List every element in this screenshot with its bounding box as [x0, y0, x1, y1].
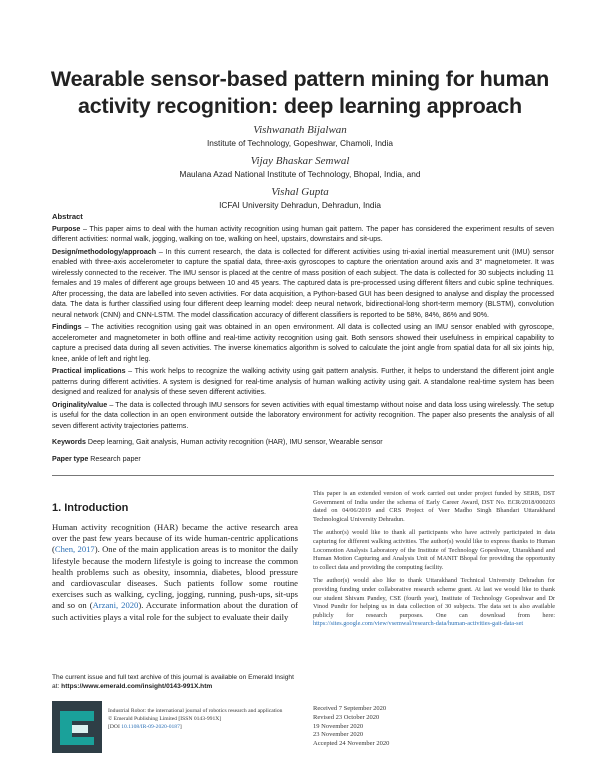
author-name: Vijay Bhaskar Semwal: [250, 155, 350, 167]
journal-name: Industrial Robot: the international journal of robotics research and application: [108, 708, 283, 714]
author-affiliation: Institute of Technology, Gopeshwar, Chamoli, India: [206, 138, 394, 148]
abstract-label: Findings: [52, 323, 82, 331]
dataset-note-text: The author(s) would also like to thank Uttarakhand Technical University Dehradun for providing funding under collaborative research scheme grant. At last we would like to thank our student Shivam Pandey, CSE (fourth year), Institute of Technology Gopeshwar and Dr Vinod Pundir for helping us in data collection of 30 subjects. The data set is also available publicly for research purposes. One can download from here:: [313, 577, 555, 619]
author-name: Vishwanath Bijalwan: [253, 124, 347, 136]
author-block: [40, 123, 560, 216]
journal-archive-note: [52, 673, 298, 691]
publisher-info: [108, 707, 308, 731]
article-history: [313, 705, 555, 749]
introduction-heading: 1. Introduction: [52, 502, 129, 514]
introduction-body: [52, 522, 298, 623]
author-affiliation: ICFAI University Dehradun, Dehradun, India: [219, 200, 381, 210]
abstract-text: – This work helps to recognize the walking activity using gait pattern analysis. Further, it helps to understand the different joint angle patterns during different activities. A system is designed for real-time analysis of human walking activity using gait. A standalone real-time system has been designed and realized for analysis of these seven different activities.: [52, 367, 555, 396]
introduction-paragraph: [52, 522, 298, 623]
abstract-label: Originality/value: [52, 400, 108, 409]
doi-prefix: [DOI: [108, 724, 122, 730]
thanks-note: The author(s) would like to thank all participants who have actively participated in data capturing for different walking activities. The author(s) would like to express thanks to Human Locomotion Analysis Laboratory of the Institute of Technology Gopeshwar, Uttarakhand and Human Motion Capturing and Analysis Unit of MANIT Bhopal for providing the opportunity to collect data and providing the computing facility.: [313, 529, 555, 571]
abstract-heading: Abstract: [52, 212, 83, 221]
keywords: [52, 437, 554, 448]
abstract-design: [52, 247, 554, 321]
author-affiliation: Maulana Azad National Institute of Technology, Bhopal, India, and: [179, 169, 421, 179]
citation-link[interactable]: Arzani, 2020: [92, 600, 139, 611]
intro-text: ). Accurate information about the duration of such activities plays a vital role for the subject to evaluate their daily: [52, 600, 299, 622]
abstract-originality: [52, 400, 554, 432]
intro-text: Human activity recognition (HAR) became the active research area over the past few years because of its wide human-centric applications (: [52, 522, 298, 555]
citation-link[interactable]: Chen, 2017: [54, 544, 95, 555]
history-date: 23 November 2020: [313, 731, 364, 739]
abstract-findings: [52, 322, 554, 364]
dataset-note: [313, 577, 555, 629]
keywords-label: Keywords: [52, 438, 86, 446]
abstract-label: Practical implications: [52, 367, 126, 375]
keywords-text: Deep learning, Gait analysis, Human activity recognition (HAR), IMU sensor, Wearable sensor: [85, 438, 383, 446]
abstract-text: – This paper aims to deal with the human activity recognition using human gait pattern. The paper has considered the experiment results of seven different activities: normal walk, jogging, walking on toe, walking on heel, upstairs, downstairs and sit-ups.: [52, 224, 554, 243]
author-name: Vishal Gupta: [271, 186, 329, 198]
abstract-label: Design/methodology/approach: [52, 247, 157, 256]
history-date: Received 7 September 2020: [313, 705, 387, 712]
history-date: 19 November 2020: [313, 722, 364, 730]
copyright-line: © Emerald Publishing Limited [ISSN 0143-991X]: [108, 716, 222, 722]
emerald-logo-icon: [52, 701, 102, 753]
abstract-text: – The data is collected through IMU sensors for seven activities with equal timestamp without noise and data loss using wirelessly. The setup is useful for the data collection in an open environment outside the laboratory environment for activity recognition. The paper also presents the analysis of all seven different activity trajectories patterns.: [52, 400, 554, 430]
doi-link[interactable]: 10.1108/IR-09-2020-0187: [121, 724, 180, 730]
paper-type: [52, 454, 554, 465]
abstract-text: – In this current research, the data is collected for different activities using tri-axial inertial measurement unit (IMU) sensor enabled with three-axis accelerometer to capture the spatial data, three-axis gyroscopes to capture the orientation around axis and 3° magnetometer. It was wirelessly connected to the receiver. The IMU sensor is placed at the centre of mass position of each subject. The data is collected for 30 subjects including 11 females and 19 males of different age groups between 10 and 45 years. The captured data is pre-processed using different filters and cubic spline techniques. After processing, the data are labelled into seven activities. For data acquisition, a Python-based GUI has been designed to analyse and display the processed data. The data is further classified using four different deep learning model: deep neural network, bidirectional-long short-term memory (BLSTM), convolution neural network (CNN) and CNN-LSTM. The model classification accuracy of different classifiers is reported to be 58%, 84%, 86% and 90%.: [52, 247, 554, 319]
doi-suffix: ]: [179, 724, 182, 730]
paper-type-label: Paper type: [52, 454, 89, 463]
archive-note-text: The current issue and full text archive of this journal is available on Emerald Insight at:: [52, 674, 294, 690]
acknowledgement-notes: [313, 490, 555, 634]
history-date: Accepted 24 November 2020: [313, 740, 390, 748]
doi-line: [108, 723, 308, 731]
paper-title: Wearable sensor-based pattern mining for human activity recognition: deep learning approach: [50, 67, 550, 118]
archive-url-link[interactable]: https://www.emerald.com/insight/0143-991X.htm: [61, 683, 213, 690]
intro-text: ). One of the main application areas is to monitor the daily lifestyle because the modern lifestyle is going to increase the common health problems such as obesity, insomnia, diabetes, blood pressure and cardiovascular diseases. Such patients follow some routine exercises such as walking, cycling, jogging, running, push-ups, sit-ups and so on (: [52, 544, 298, 611]
section-divider: [52, 475, 554, 476]
abstract-section: [52, 212, 554, 466]
funding-note: This paper is an extended version of work carried out under project funded by SERB, DST Government of India under the schema of Early Career Award, DST No. ECR/2018/000203 dated on 04/06/2019 and CRS Project of Veer Madho Singh Bhandari Uttarakhand Technological University Dehradun.: [313, 490, 555, 523]
abstract-purpose: [52, 224, 554, 245]
abstract-label: Purpose: [52, 224, 81, 233]
dataset-link[interactable]: https://sites.google.com/view/vsemwal/research-data/human-activities-gait-data-set: [313, 620, 524, 628]
abstract-text: – The activities recognition using gait was obtained in an open environment. All data is collected using an IMU sensor enabled with gyroscope, accelerometer and magnetometer in both offline and real-time activity recognition using gait. Both sensors showed their usefulness in empirical capability to capture a precised data during all seven activities. The inverse kinematics algorithm is solved to calculate the joint angle from spatial data for all six joints hip, knee, ankle of left and right leg.: [52, 323, 554, 363]
abstract-practical: [52, 366, 554, 398]
history-date: Revised 23 October 2020: [313, 713, 380, 721]
paper-type-text: Research paper: [88, 454, 141, 463]
